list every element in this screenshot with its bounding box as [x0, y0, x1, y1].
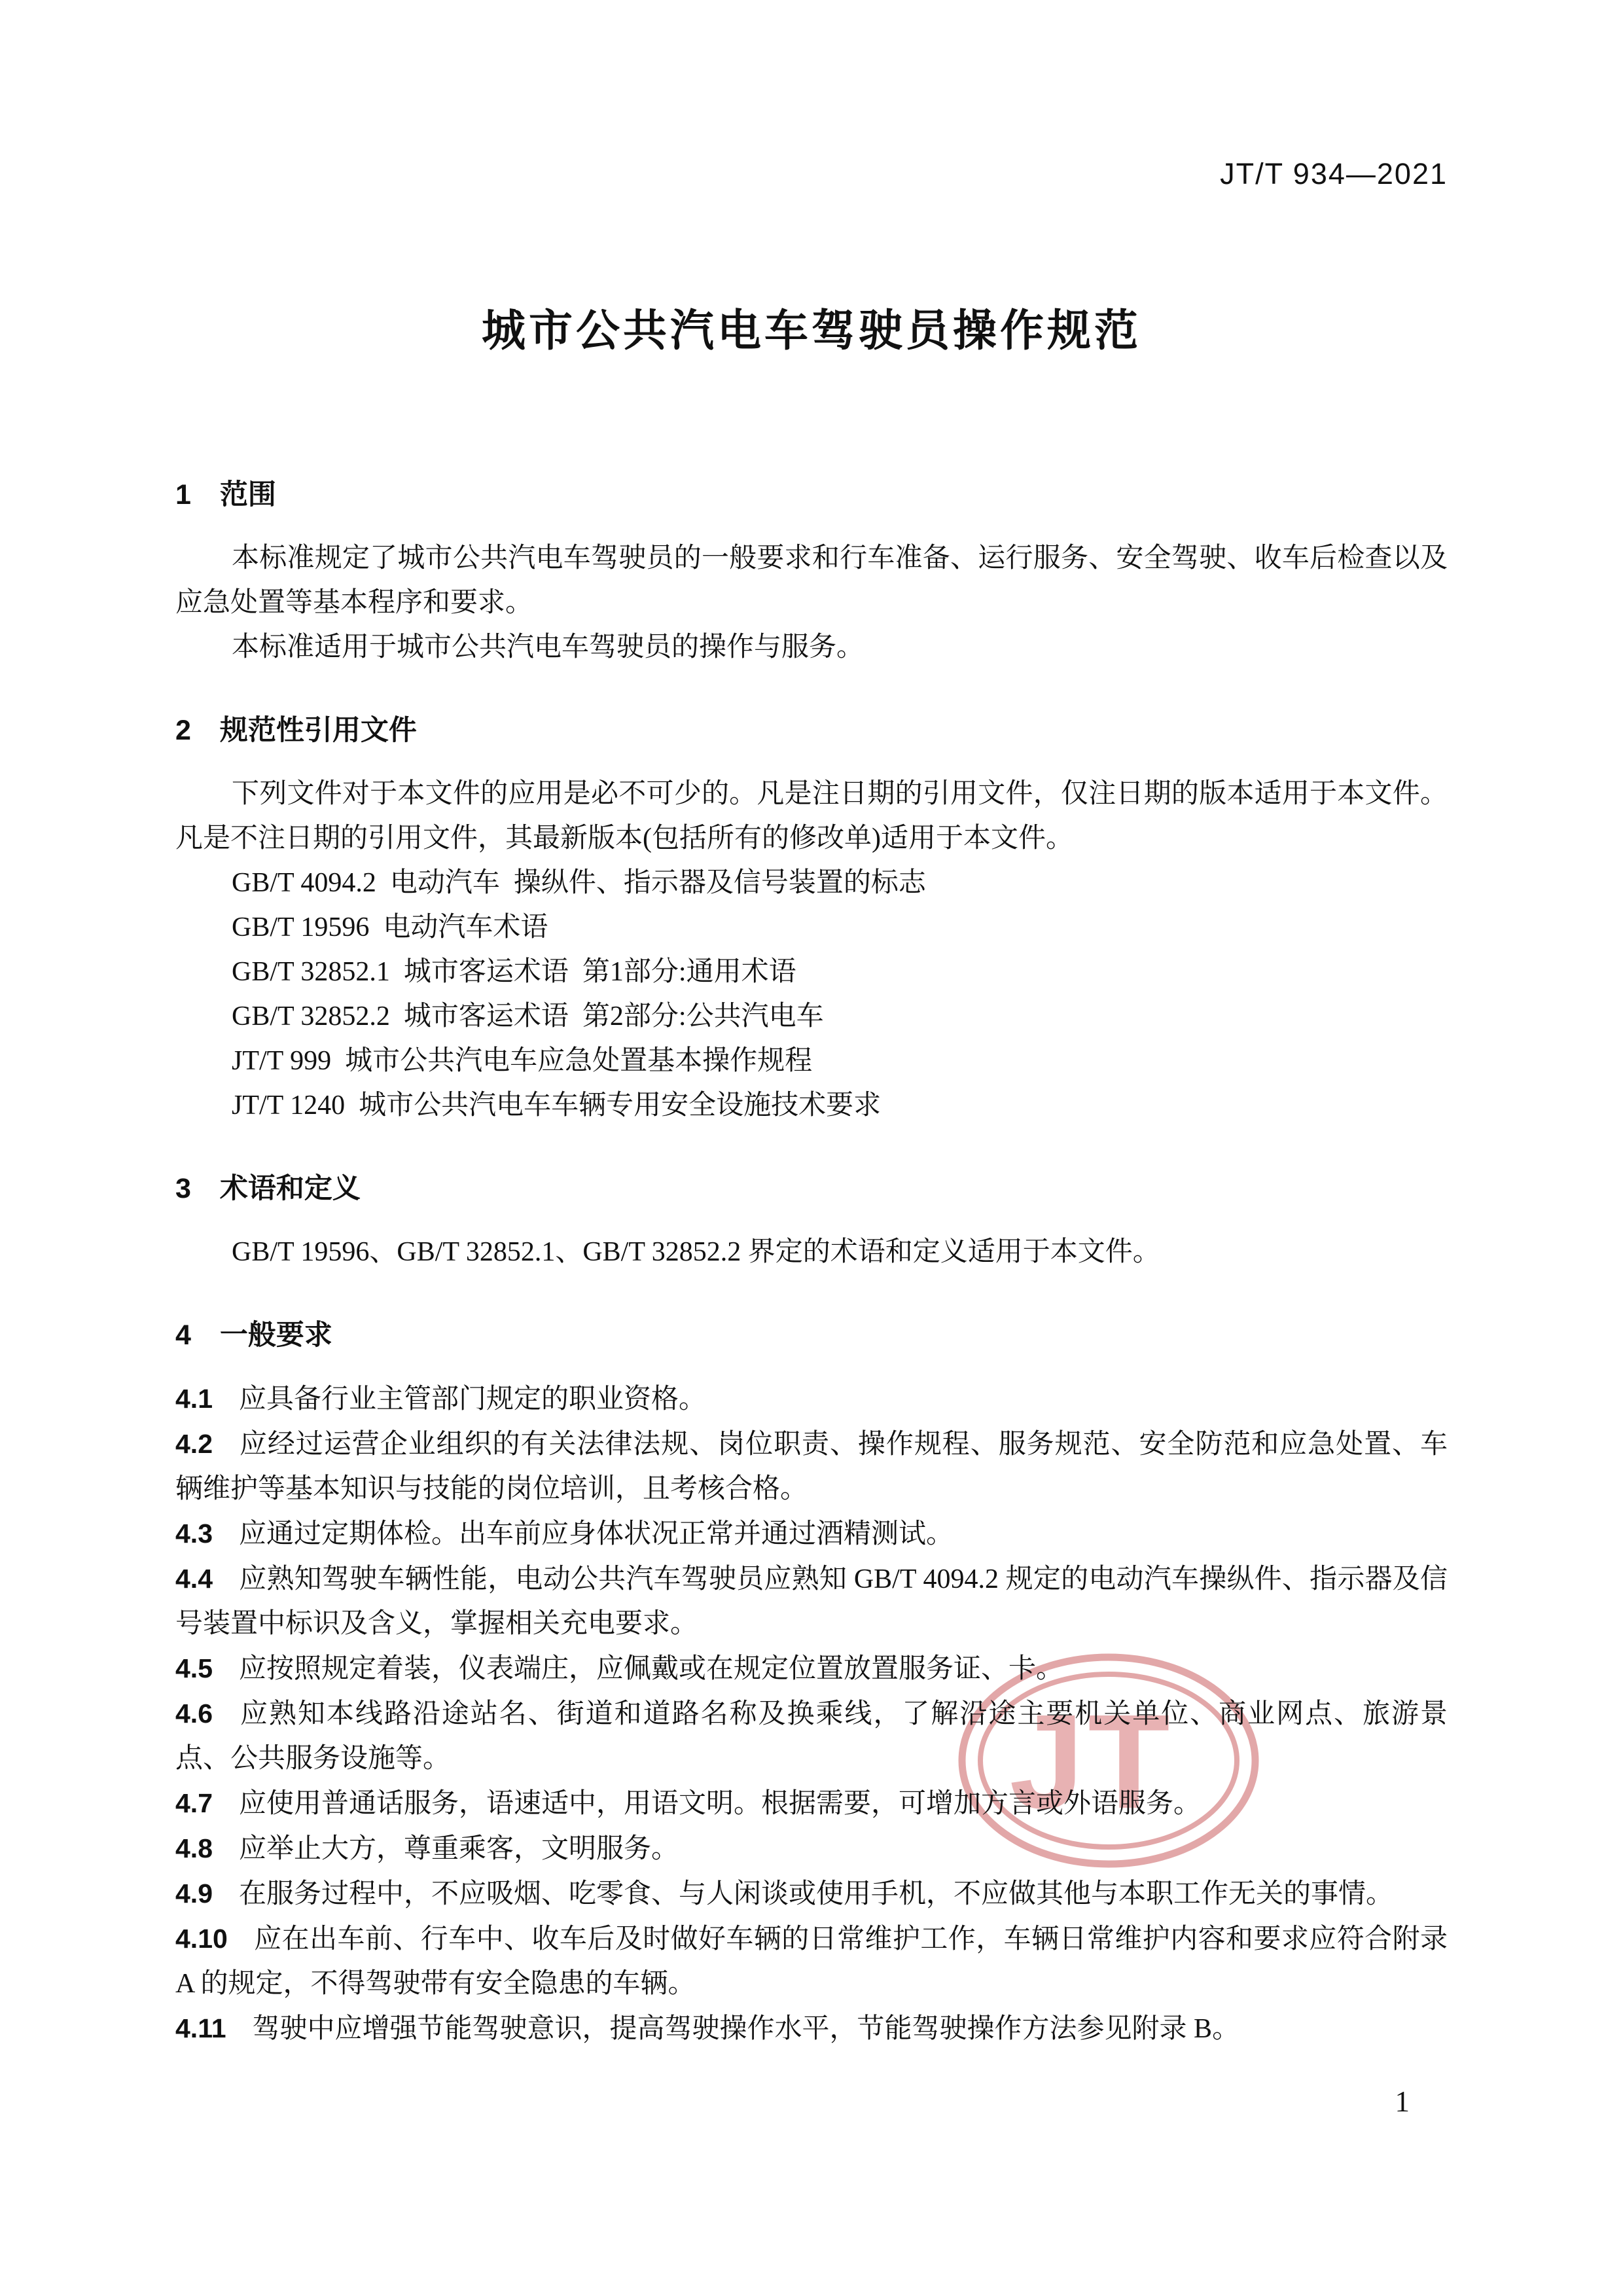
clause-text: 应举止大方，尊重乘客，文明服务。	[239, 1834, 679, 1864]
clause-4-8	[175, 1826, 1448, 1871]
doc-code: JT/T 934—2021	[1220, 157, 1448, 190]
clause-number: 4.5	[175, 1653, 213, 1683]
clause-text: 应经过运营企业组织的有关法律法规、岗位职责、操作规程、服务规范、安全防范和应急处置、车辆维护等基本知识与技能的岗位培训，且考核合格。	[175, 1429, 1448, 1504]
section-title: 规范性引用文件	[219, 715, 417, 746]
clause-4-11	[175, 2006, 1448, 2051]
section-heading-scope	[175, 480, 1448, 510]
clause-number: 4.2	[175, 1429, 213, 1459]
clause-number: 4.4	[175, 1564, 213, 1594]
paragraph-terms: GB/T 19596、GB/T 32852.1、GB/T 32852.2 界定的术语和定义适用于本文件。	[232, 1237, 1160, 1267]
clause-text: 应在出车前、行车中、收车后及时做好车辆的日常维护工作，车辆日常维护内容和要求应符合附录 A 的规定，不得驾驶带有安全隐患的车辆。	[175, 1924, 1448, 1999]
paragraph-scope-2: 本标准适用于城市公共汽电车驾驶员的操作与服务。	[232, 632, 865, 662]
section-title: 范围	[219, 479, 276, 511]
paragraph-references-intro: 下列文件对于本文件的应用是必不可少的。凡是注日期的引用文件，仅注日期的版本适用于本文件。凡是不注日期的引用文件，其最新版本(包括所有的修改单)适用于本文件。	[175, 779, 1448, 853]
reference-item: GB/T 32852.2 城市客运术语 第2部分:公共汽电车	[232, 1001, 824, 1031]
clause-number: 4.3	[175, 1518, 213, 1549]
section-number: 4	[175, 1319, 191, 1351]
clause-number: 4.8	[175, 1833, 213, 1863]
clause-text: 应通过定期体检。出车前应身体状况正常并通过酒精测试。	[239, 1519, 954, 1549]
section-title: 术语和定义	[219, 1173, 361, 1204]
clause-number: 4.1	[175, 1384, 213, 1414]
reference-item: GB/T 19596 电动汽车术语	[232, 912, 548, 942]
clause-4-4	[175, 1556, 1448, 1646]
clause-4-6	[175, 1691, 1448, 1781]
clause-text: 应按照规定着装，仪表端庄，应佩戴或在规定位置放置服务证、卡。	[239, 1654, 1064, 1684]
section-heading-terms-definitions	[175, 1174, 1448, 1204]
clause-4-9	[175, 1871, 1448, 1916]
reference-item: JT/T 1240 城市公共汽电车车辆专用安全设施技术要求	[232, 1090, 882, 1121]
clause-number: 4.10	[175, 1924, 228, 1954]
section-number: 2	[175, 715, 191, 746]
section-heading-normative-references	[175, 715, 1448, 745]
section-heading-general-requirements	[175, 1320, 1448, 1350]
clause-number: 4.11	[175, 2013, 226, 2043]
clause-4-5	[175, 1646, 1448, 1691]
section-title: 一般要求	[219, 1319, 332, 1351]
reference-item: GB/T 32852.1 城市客运术语 第1部分:通用术语	[232, 957, 796, 987]
clause-number: 4.7	[175, 1788, 213, 1818]
clause-text: 应熟知本线路沿途站名、街道和道路名称及换乘线，了解沿途主要机关单位、商业网点、旅游景点、公共服务设施等。	[175, 1699, 1448, 1774]
clause-4-7	[175, 1781, 1448, 1826]
clause-text: 在服务过程中，不应吸烟、吃零食、与人闲谈或使用手机，不应做其他与本职工作无关的事情。	[239, 1879, 1394, 1909]
reference-item: JT/T 999 城市公共汽电车应急处置基本操作规程	[232, 1046, 813, 1076]
clause-4-10	[175, 1916, 1448, 2006]
clause-4-2	[175, 1422, 1448, 1511]
section-number: 3	[175, 1173, 191, 1204]
clause-number: 4.9	[175, 1878, 213, 1909]
clause-text: 应使用普通话服务，语速适中，用语文明。根据需要，可增加方言或外语服务。	[239, 1789, 1202, 1819]
watermark-letters: JT	[1009, 1687, 1174, 1837]
clause-text: 驾驶中应增强节能驾驶意识，提高驾驶操作水平，节能驾驶操作方法参见附录 B。	[252, 2014, 1240, 2044]
clause-4-3	[175, 1511, 1448, 1556]
page-title: 城市公共汽电车驾驶员操作规范	[482, 306, 1141, 355]
clause-4-1	[175, 1376, 1448, 1422]
clause-number: 4.6	[175, 1698, 213, 1729]
reference-item: GB/T 4094.2 电动汽车 操纵件、指示器及信号装置的标志	[232, 868, 926, 898]
clause-text: 应具备行业主管部门规定的职业资格。	[239, 1384, 707, 1414]
section-number: 1	[175, 479, 191, 511]
clause-text: 应熟知驾驶车辆性能，电动公共汽车驾驶员应熟知 GB/T 4094.2 规定的电动汽车操纵件、指示器及信号装置中标识及含义，掌握相关充电要求。	[175, 1564, 1448, 1639]
page-number: 1	[1395, 2085, 1410, 2118]
paragraph-scope-1: 本标准规定了城市公共汽电车驾驶员的一般要求和行车准备、运行服务、安全驾驶、收车后检查以及应急处置等基本程序和要求。	[175, 543, 1448, 618]
